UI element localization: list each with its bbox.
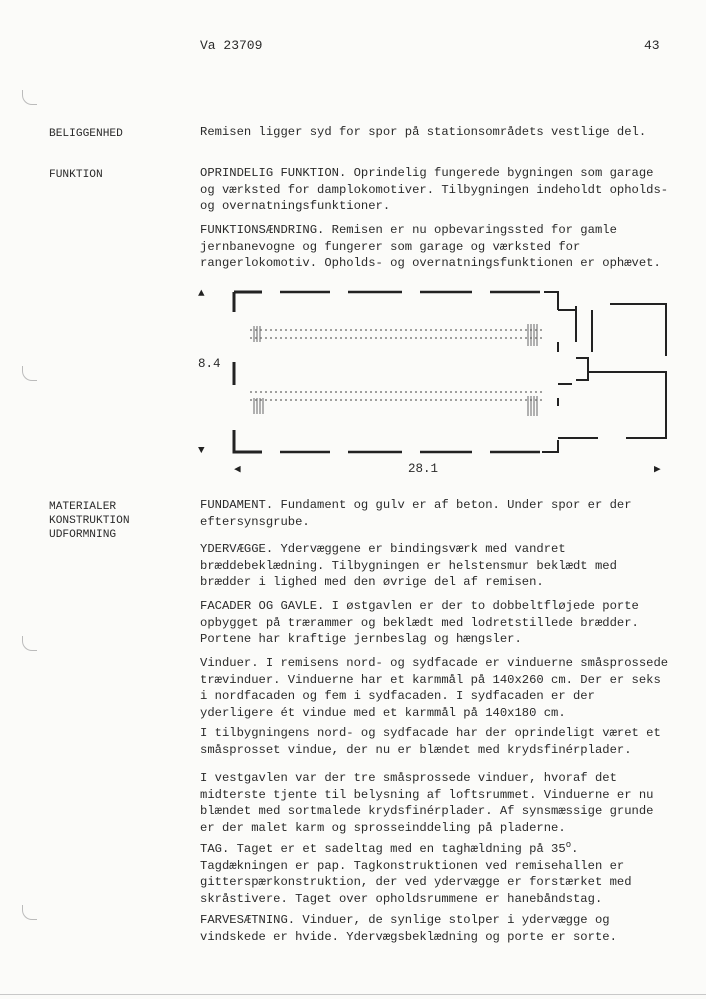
dimension-arrow-down: ▼ bbox=[198, 445, 205, 457]
section-label-line: UDFORMNING bbox=[49, 529, 117, 541]
tag-text-start: TAG. Taget er et sadeltag med en taghældning på 35 bbox=[200, 842, 566, 856]
plan-width-label: 8.4 bbox=[198, 357, 221, 371]
floor-plan bbox=[190, 280, 680, 480]
funktion-paragraph-original: OPRINDELIG FUNKTION. Oprindelig fungerede bygningen som garage og værksted for damplokomotiver. Tilbygningen indeholdt opholds- og overnatningsfunktioner. bbox=[200, 166, 669, 214]
funktion-paragraph-change: FUNKTIONSÆNDRING. Remisen er nu opbevaringssted for gamle jernbanevogne og fungerer som garage og værksted for rangerlokomotiv. Opholds- og overnatningsfunktionen er ophævet. bbox=[200, 223, 661, 271]
ydervaegge-paragraph: YDERVÆGGE. Ydervæggene er bindingsværk med vandret bræddebeklædning. Tilbygningen er helstensmur beklædt med brædder i lighed med den øvrige del af remisen. bbox=[200, 542, 617, 590]
tag-paragraph bbox=[200, 841, 670, 907]
section-label-line: KONSTRUKTION bbox=[49, 515, 130, 527]
section-label-funktion: FUNKTION bbox=[49, 169, 103, 181]
binder-hole bbox=[22, 905, 37, 920]
section-label-line: MATERIALER bbox=[49, 501, 117, 513]
section-label-materialer bbox=[49, 500, 130, 542]
dimension-arrow-left: ◀ bbox=[234, 464, 241, 476]
tilbygning-paragraph: I tilbygningens nord- og sydfacade har der oprindeligt været et småsprosset vindue, der nu er blændet med krydsfinérplader. bbox=[200, 726, 661, 757]
page-number: 43 bbox=[644, 38, 660, 53]
fundament-paragraph: FUNDAMENT. Fundament og gulv er af beton. Under spor er der eftersynsgrube. bbox=[200, 498, 632, 529]
dimension-arrow-up: ▲ bbox=[198, 288, 205, 300]
binder-hole bbox=[22, 636, 37, 651]
vinduer-paragraph: Vinduer. I remisens nord- og sydfacade er vinduerne småsprossede trævinduer. Vinduerne har et karmmål på 140x260 cm. Der er seks i nordfacaden og fem i sydfacaden. I sydfacaden er der yderligere ét vindue med et karmmål på 140x180 cm. bbox=[200, 656, 669, 720]
plan-length-label: 28.1 bbox=[408, 462, 439, 476]
dimension-arrow-right: ▶ bbox=[654, 464, 661, 476]
document-reference: Va 23709 bbox=[200, 38, 263, 53]
tag-text-end: . Tagdækningen er pap. Tagkonstruktionen ved remisehallen er gitterspærkonstruktion, der ved ydervægge er forstærket med skråstivere. Taget over opholdsrummene er hanebåndstag. bbox=[200, 842, 632, 906]
vestgavl-paragraph: I vestgavlen var der tre småsprossede vinduer, hvoraf det midterste tjente til belysning af loftsrummet. Vinduerne er nu blændet med sortmalede krydsfinérplader. Af synsmæssige grunde er der malet karm og sprosseinddeling på pladerne. bbox=[200, 771, 654, 835]
section-label-beliggenhed: BELIGGENHED bbox=[49, 128, 123, 140]
farvesaetning-paragraph: FARVESÆTNING. Vinduer, de synlige stolper i ydervægge og vindskede er hvide. Ydervægsbeklædning og porte er sorte. bbox=[200, 913, 617, 944]
floor-plan-svg bbox=[190, 280, 680, 480]
facader-paragraph: FACADER OG GAVLE. I østgavlen er der to dobbeltfløjede porte opbygget på trærammer og beklædt med lodretstillede brædder. Portene har kraftige jernbeslag og hængsler. bbox=[200, 599, 639, 647]
degree-symbol: o bbox=[565, 839, 572, 850]
binder-hole bbox=[22, 90, 37, 105]
page-bottom-edge bbox=[0, 994, 706, 995]
beliggenhed-text: Remisen ligger syd for spor på stationsområdets vestlige del. bbox=[200, 125, 647, 139]
binder-hole bbox=[22, 366, 37, 381]
